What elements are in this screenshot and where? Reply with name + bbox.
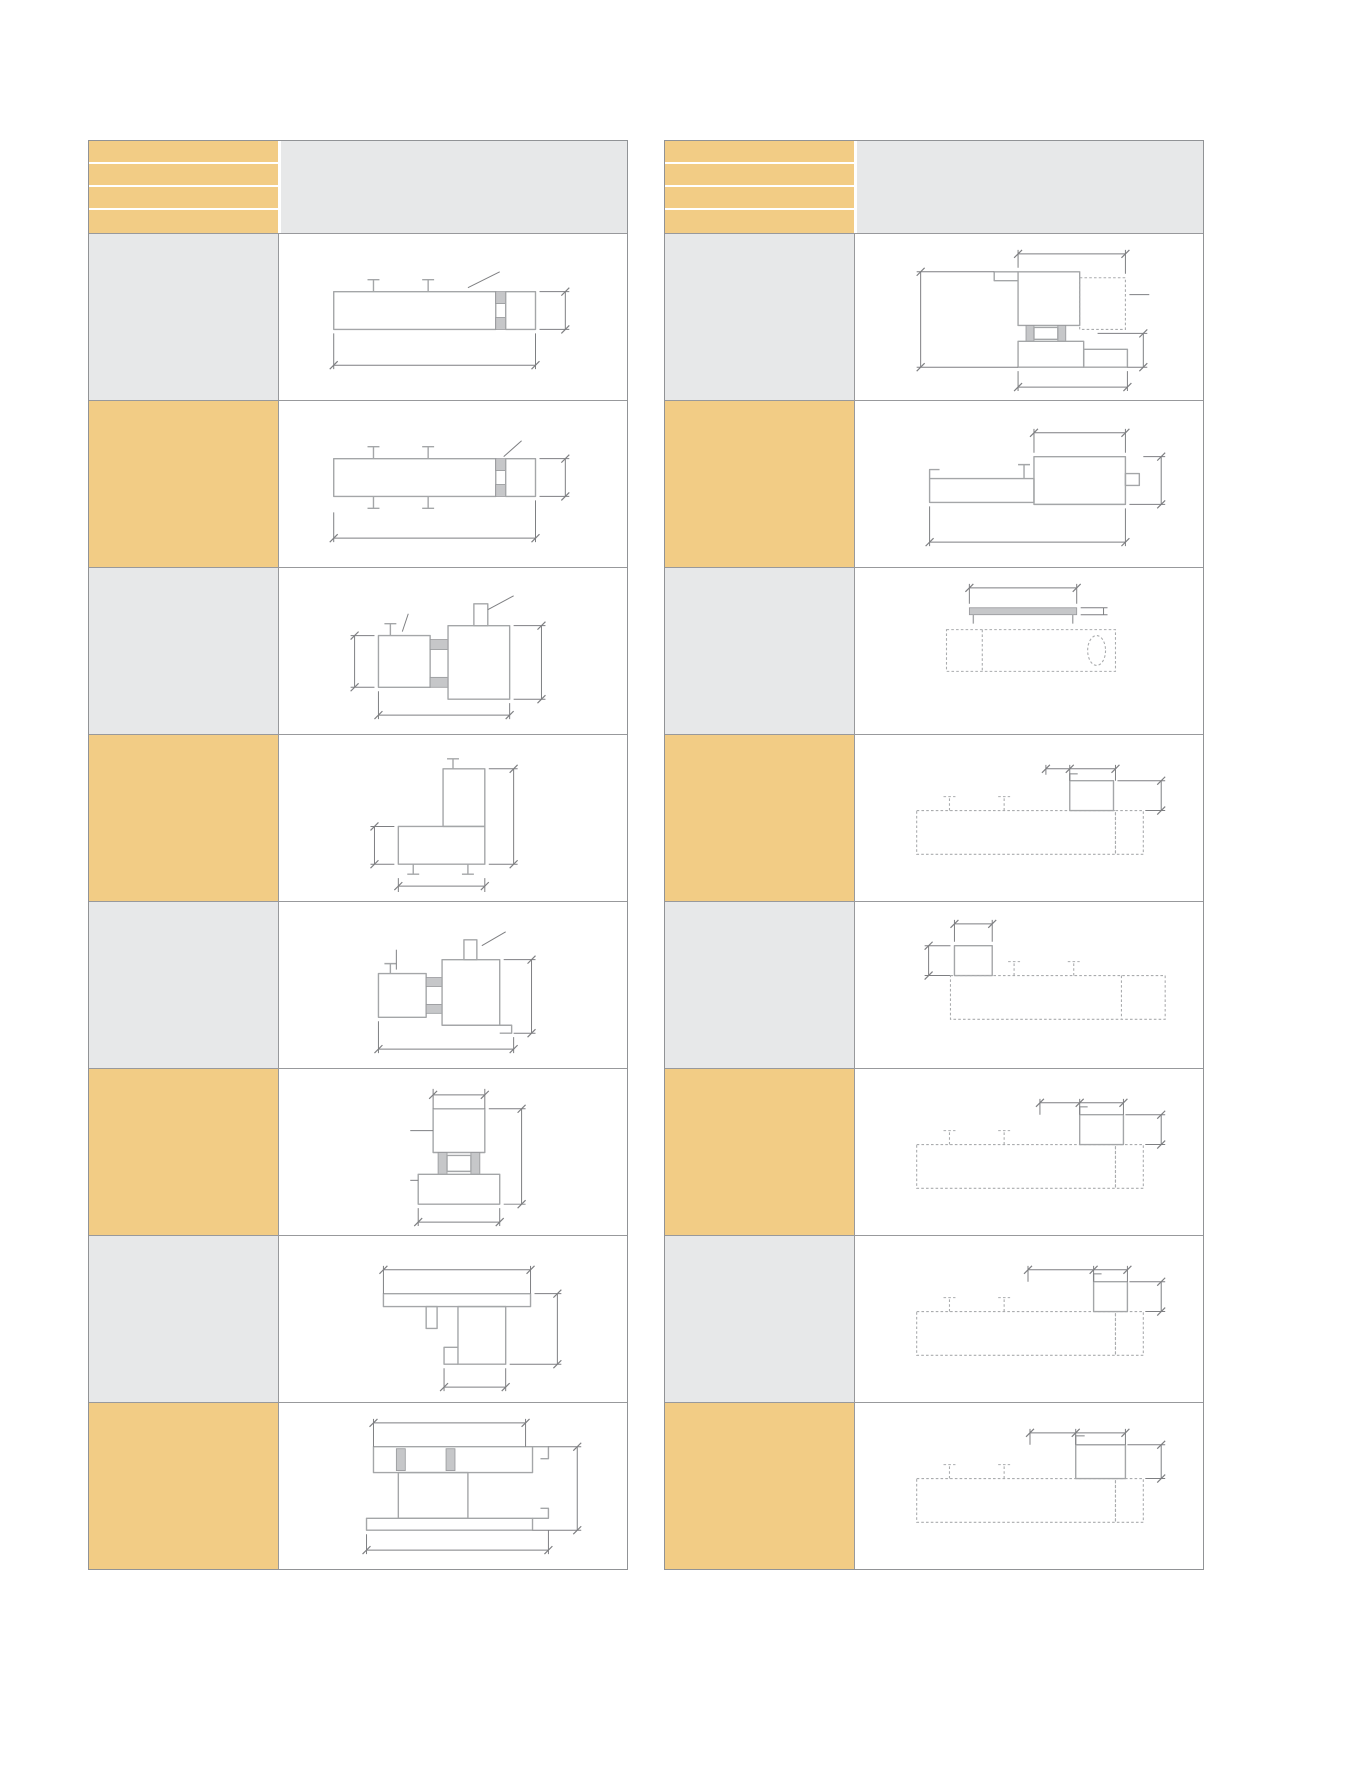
section-diagram-drawing [279,401,627,567]
profile-info [665,902,854,1068]
header-fields [89,141,278,233]
header-section-diagram [854,141,1203,233]
profile-row [89,400,627,567]
header-profile-code [89,141,278,164]
section-diagram-drawing [279,902,627,1068]
section-diagram-drawing [855,234,1203,400]
section-diagram-drawing [855,401,1203,567]
section-diagram-drawing [855,902,1203,1068]
section-diagram-cell [854,902,1203,1068]
section-diagram-drawing [855,735,1203,901]
profile-row [665,400,1203,567]
profile-info [665,1236,854,1402]
profile-info [665,401,854,567]
profile-info [665,1069,854,1235]
profile-row [665,233,1203,400]
profile-row [89,233,627,400]
section-diagram-drawing [855,1069,1203,1235]
section-diagram-cell [278,234,627,400]
profile-table-left [88,140,628,1570]
header-fields [665,141,854,233]
section-diagram-cell [854,401,1203,567]
profile-info [89,568,278,734]
section-diagram-drawing [279,1236,627,1402]
profile-info [89,1236,278,1402]
section-diagram-drawing [279,568,627,734]
profile-row [89,1402,627,1569]
section-diagram-cell [278,1069,627,1235]
header-theoretical-weight [665,210,854,233]
table-header [89,141,627,233]
profile-row [89,1235,627,1402]
section-diagram-cell [854,1403,1203,1569]
section-diagram-cell [854,1069,1203,1235]
profile-info [89,735,278,901]
section-diagram-drawing [855,1236,1203,1402]
section-diagram-cell [278,735,627,901]
section-diagram-cell [854,234,1203,400]
header-theoretical-weight [89,210,278,233]
profile-info [89,902,278,1068]
header-profile-code [665,141,854,164]
profile-row [89,901,627,1068]
profile-row [665,1068,1203,1235]
profile-row [665,1235,1203,1402]
section-diagram-cell [278,401,627,567]
section-diagram-cell [278,1403,627,1569]
section-diagram-drawing [279,735,627,901]
profile-table-right [664,140,1204,1570]
profile-row [89,567,627,734]
profile-row [665,734,1203,901]
section-diagram-drawing [855,1403,1203,1569]
section-diagram-cell [278,1236,627,1402]
profile-info [665,735,854,901]
profile-row [665,1402,1203,1569]
profile-row [665,901,1203,1068]
section-diagram-cell [854,735,1203,901]
profile-info [89,401,278,567]
profile-row [89,734,627,901]
header-wall-thickness [89,187,278,210]
profile-info [89,1403,278,1569]
header-profile-name [89,164,278,187]
profile-info [665,1403,854,1569]
section-diagram-cell [278,568,627,734]
profile-info [665,234,854,400]
section-diagram-cell [854,568,1203,734]
profile-info [89,234,278,400]
section-diagram-cell [854,1236,1203,1402]
profile-row [89,1068,627,1235]
section-diagram-drawing [279,1069,627,1235]
profile-row [665,567,1203,734]
section-diagram-drawing [279,234,627,400]
header-section-diagram [278,141,627,233]
section-diagram-drawing [855,568,1203,734]
profile-info [665,568,854,734]
table-header [665,141,1203,233]
profile-info [89,1069,278,1235]
section-diagram-cell [278,902,627,1068]
header-profile-name [665,164,854,187]
section-diagram-drawing [279,1403,627,1569]
header-wall-thickness [665,187,854,210]
